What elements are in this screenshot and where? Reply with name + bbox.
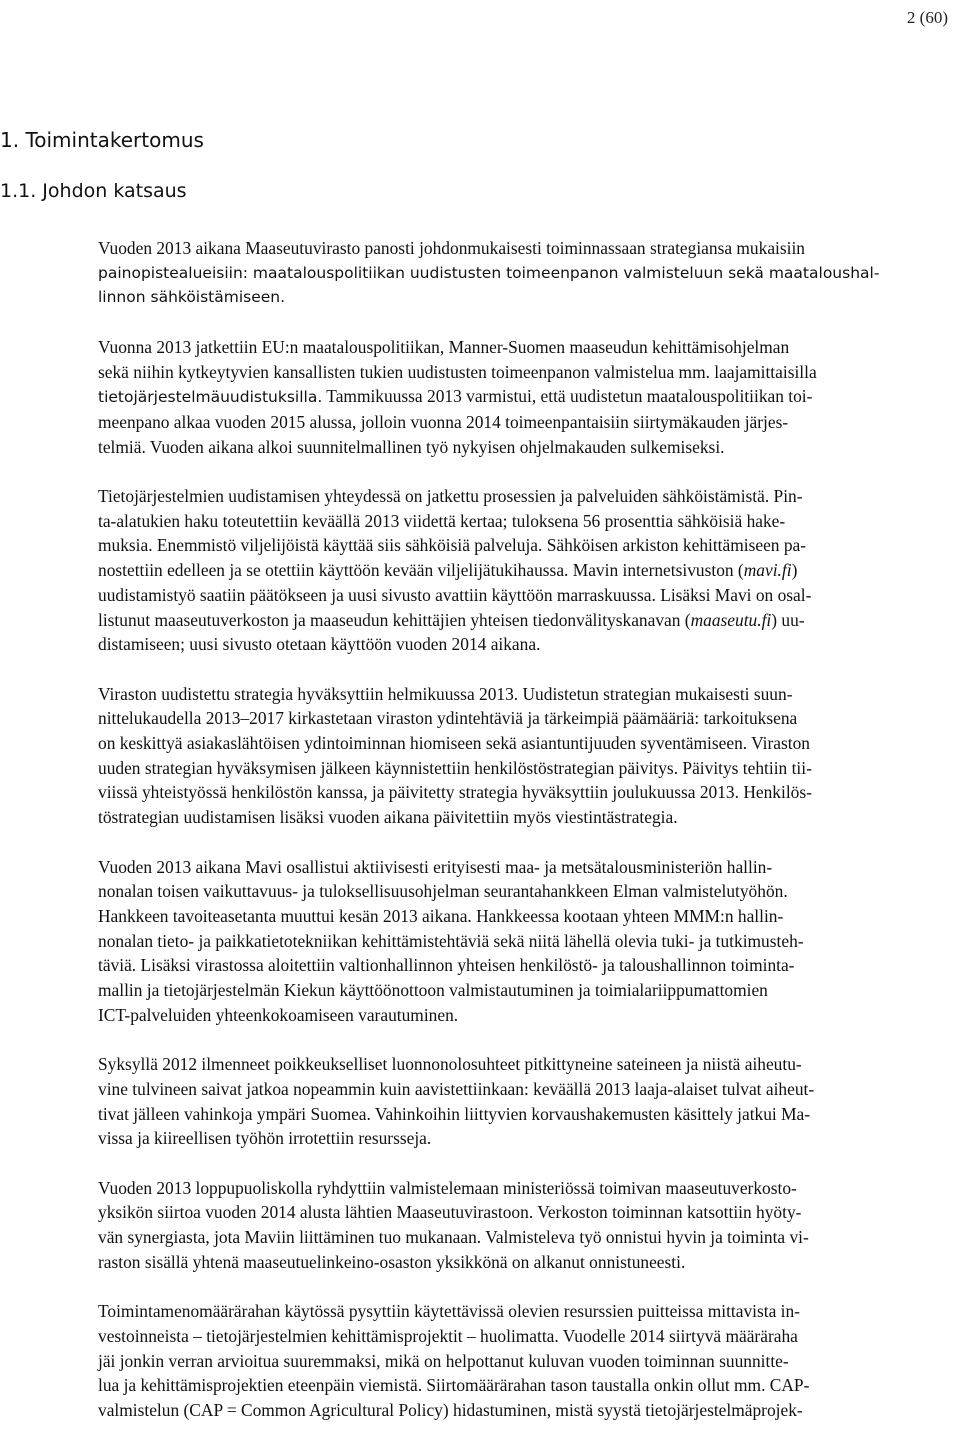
text-line: Toimintamenomäärärahan käytössä pysyttiin käytettävissä olevien resurssien puitteissa mittavista in- [98, 1301, 800, 1322]
text-segment: nostettiin edelleen ja se otettiin käyttöön kevään viljelijätukihaussa. Mavin internetsivuston ( [98, 560, 744, 581]
text-line: yksikön siirtoa vuoden 2014 alusta lähtien Maaseutuvirastoon. Verkoston toiminnan katsottiin hyöty- [98, 1202, 802, 1223]
text-line: lua ja kehittämisprojektien eteenpäin viemistä. Siirtomäärärahan tason taustalla onkin ollut mm. CAP- [98, 1375, 810, 1396]
text-line: vine tulvineen saivat jatkoa nopeammin kuin aavistettiinkaan: keväällä 2013 laaja-alaiset tulvat aiheut- [98, 1078, 815, 1099]
paragraph-4 [98, 682, 958, 830]
text-line: tivat jälleen vahinkoja ympäri Suomea. Vahinkoihin liittyvien korvaushakemusten käsittely jatkui Ma- [98, 1103, 811, 1124]
text-line: uudistamistyö saatiin päätökseen ja uusi sivusto avattiin käyttöön marraskuussa. Lisäksi Mavi on osal- [98, 584, 812, 605]
paragraph-1 [98, 236, 958, 310]
text-line: töstrategian uudistamisen lisäksi vuoden aikana päivitettiin myös viestintästrategia. [98, 807, 678, 828]
text-line: täviä. Lisäksi virastossa aloitettiin valtionhallinnon yhteisen henkilöstö- ja taloushallinnon toiminta- [98, 955, 795, 976]
text-line: nonalan tieto- ja paikkatietotekniikan kehittämistehtäviä sekä niitä lähellä olevia tuki- ja tutkimusteh- [98, 930, 804, 951]
text-line [98, 384, 958, 410]
text-segment: ) [791, 560, 798, 581]
text-line: vestoinneista – tietojärjestelmien kehittämisprojektit – huolimatta. Vuodelle 2014 siirtyvä määräraha [98, 1325, 798, 1346]
text-line: raston sisällä yhtenä maaseutuelinkeino-osaston yksikkönä on alkanut onnistuneesti. [98, 1251, 686, 1272]
text-line: nonalan toisen vaikuttavuus- ja tuloksellisuusohjelman seurantahankkeen Elman valmistelutyöhön. [98, 881, 788, 902]
text-line: on keskittyä asiakaslähtöisen ydintoiminnan hiomiseen sekä asiantuntijuuden syventämiseen. Viraston [98, 733, 810, 754]
text-line: Vuonna 2013 jatkettiin EU:n maatalouspolitiikan, Manner-Suomen maaseudun kehittämisohjelman [98, 336, 790, 357]
text-line: linnon sähköistämiseen. [98, 288, 286, 307]
text-line: vän synergiasta, jota Maviin liittäminen tuo mukanaan. Valmisteleva työ onnistui hyvin ja toiminta vi- [98, 1227, 809, 1248]
text-line [98, 608, 958, 633]
text-segment: Tammikuussa 2013 varmistui, että uudistetun maatalouspolitiikan toi- [322, 386, 813, 407]
text-line: sekä niihin kytkeytyvien kansallisten tukien uudistusten toimeenpanon valmistelua mm. laajamittaisilla [98, 361, 817, 382]
paragraph-8 [98, 1299, 958, 1423]
paragraph-7 [98, 1176, 958, 1275]
text-line: ICT-palveluiden yhteenkokoamiseen varautuminen. [98, 1004, 459, 1025]
text-line: Vuoden 2013 loppupuoliskolla ryhdyttiin valmistelemaan ministeriössä toimivan maaseutuverkosto- [98, 1177, 797, 1198]
text-line: Hankkeen tavoiteasetanta muuttui kesän 2013 aikana. Hankkeessa kootaan yhteen MMM:n hallin- [98, 905, 784, 926]
paragraph-3 [98, 484, 958, 657]
paragraph-5 [98, 855, 958, 1028]
paragraph-2 [98, 335, 958, 460]
text-line: valmistelun (CAP = Common Agricultural Policy) hidastuminen, mistä syystä tietojärjestelmäprojek- [98, 1399, 803, 1420]
paragraph-6 [98, 1052, 958, 1151]
text-line: Tietojärjestelmien uudistamisen yhteydessä on jatkettu prosessien ja palveluiden sähköistämistä. Pin- [98, 486, 803, 506]
text-line: nittelukaudella 2013–2017 kirkastetaan viraston ydintehtäviä ja tärkeimpiä päämääriä: tarkoituksena [98, 708, 798, 729]
text-line: mallin ja tietojärjestelmän Kiekun käyttöönottoon valmistautuminen ja toimialariippumattomien [98, 980, 768, 1001]
text-segment: listunut maaseutuverkoston ja maaseudun kehittäjien yhteisen tiedonvälityskanavan ( [98, 609, 691, 630]
text-line: Viraston uudistettu strategia hyväksyttiin helmikuussa 2013. Uudistetun strategian mukaisesti suun- [98, 683, 793, 704]
text-segment: ) uu- [771, 609, 805, 630]
text-line: jäi jonkin verran arvioitua suuremmaksi, mikä on helpottanut kuluvan vuoden toiminnan suunnitte- [98, 1350, 789, 1371]
text-line: meenpano alkaa vuoden 2015 alussa, jolloin vuonna 2014 toimeenpantaisiin siirtymäkauden järjes- [98, 411, 789, 432]
link-mavi-fi: mavi.fi [743, 560, 792, 581]
text-line: Vuoden 2013 aikana Mavi osallistui aktiivisesti erityisesti maa- ja metsätalousministeriön hallin- [98, 856, 773, 877]
text-line: Syksyllä 2012 ilmenneet poikkeukselliset luonnonolosuhteet pitkittyneine sateineen ja niistä aiheutu- [98, 1054, 802, 1075]
text-line: viissä yhteistyössä henkilöstön kanssa, ja päivitetty strategia hyväksyttiin joulukuussa 2013. Henkilös- [98, 782, 812, 803]
text-line: muksia. Enemmistö viljelijöistä käyttää siis sähköisiä palveluja. Sähköisen arkiston kehittämiseen pa- [98, 535, 807, 556]
text-line: uuden strategian hyväksymisen jälkeen käynnistettiin henkilöstöstrategian päivitys. Päivitys tehtiin tii- [98, 757, 812, 778]
text-line: vissa ja kiireellisen työhön irrotettiin resursseja. [98, 1128, 432, 1149]
page-number: 2 (60) [906, 8, 948, 27]
text-line: painopistealueisiin: maatalouspolitiikan uudistusten toimeenpanon valmisteluun sekä maataloushal- [98, 263, 880, 282]
text-line [98, 558, 958, 583]
text-line: Vuoden 2013 aikana Maaseutuvirasto panosti johdonmukaisesti toiminnassaan strategiansa mukaisiin [98, 238, 806, 258]
heading-johdon-katsaus: 1.1. Johdon katsaus [0, 180, 187, 202]
text-line: distamiseen; uusi sivusto otetaan käyttöön vuoden 2014 aikana. [98, 634, 541, 655]
text-segment: tietojärjestelmäuudistuksilla. [98, 388, 323, 407]
heading-toimintakertomus: 1. Toimintakertomus [0, 128, 204, 152]
text-line: telmiä. Vuoden aikana alkoi suunnitelmallinen työ nykyisen ohjelmakauden sulkemiseksi. [98, 436, 725, 457]
text-line: ta-alatukien haku toteutettiin keväällä 2013 viidettä kertaa; tuloksena 56 prosenttia sähköisiä hake- [98, 510, 786, 531]
link-maaseutu-fi: maaseutu.fi [690, 609, 772, 630]
document-body [98, 236, 958, 1447]
